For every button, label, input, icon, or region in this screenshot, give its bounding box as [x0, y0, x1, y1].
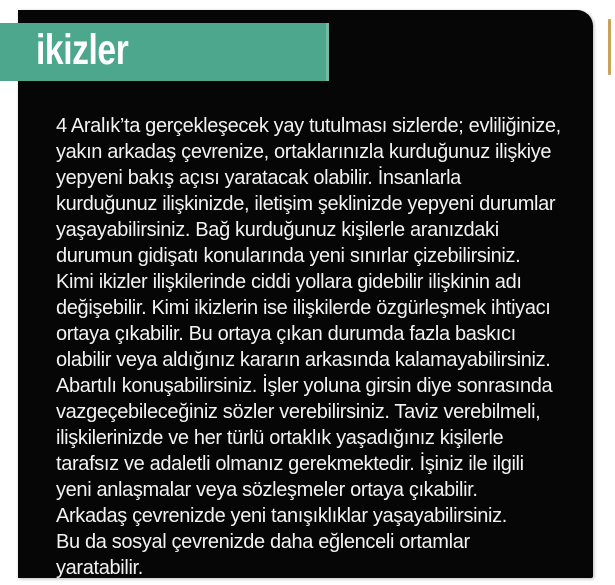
horoscope-card: [18, 10, 593, 578]
body-line: durumun gidişatı konularında yeni sınırlar çizebilirsiniz.: [56, 245, 521, 267]
body-line: yeni anlaşmalar veya sözleşmeler ortaya çıkabilir.: [56, 479, 478, 501]
body-line: ilişkilerinizde ve her türlü ortaklık yaşadığınız kişilerle: [56, 427, 504, 449]
body-line: yaratabilir.: [56, 557, 143, 579]
body-line: yepyeni bakış açısı yaratacak olabilir. İnsanlarla: [56, 167, 461, 189]
body-line: vazgeçebileceğiniz sözler verebilirsiniz. Taviz verebilmeli,: [56, 401, 541, 423]
horoscope-text: [56, 113, 606, 581]
body-line: Bu da sosyal çevrenizde daha eğlenceli ortamlar: [56, 531, 470, 553]
body-line: 4 Aralık’ta gerçekleşecek yay tutulması sizlerde; evliliğinize,: [56, 115, 561, 137]
body-line: olabilir veya aldığınız kararın arkasında kalamayabilirsiniz.: [56, 349, 551, 371]
body-line: yakın arkadaş çevrenize, ortaklarınızla kurduğunuz ilişkiye: [56, 141, 552, 163]
body-line: tarafsız ve adaletli olmanız gerekmektedir. İşiniz ile ilgili: [56, 453, 524, 475]
adjacent-card-edge: [608, 19, 611, 75]
body-line: Arkadaş çevrenizde yeni tanışıklıklar yaşayabilirsiniz.: [56, 505, 507, 527]
body-line: değişebilir. Kimi ikizlerin ise ilişkilerde özgürleşmek ihtiyacı: [56, 297, 551, 319]
body-line: yaşayabilirsiniz. Bağ kurduğunuz kişilerle aranızdaki: [56, 219, 499, 241]
body-line: Kimi ikizler ilişkilerinde ciddi yollara gidebilir ilişkinin adı: [56, 271, 522, 293]
body-line: Abartılı konuşabilirsiniz. İşler yoluna girsin diye sonrasında: [56, 375, 553, 397]
body-line: ortaya çıkabilir. Bu ortaya çıkan durumda fazla baskıcı: [56, 323, 516, 345]
sign-title-band: [0, 23, 329, 81]
sign-title: ikizler: [36, 25, 129, 74]
body-line: kurduğunuz ilişkinizde, iletişim şeklinizde yepyeni durumlar: [56, 193, 556, 215]
